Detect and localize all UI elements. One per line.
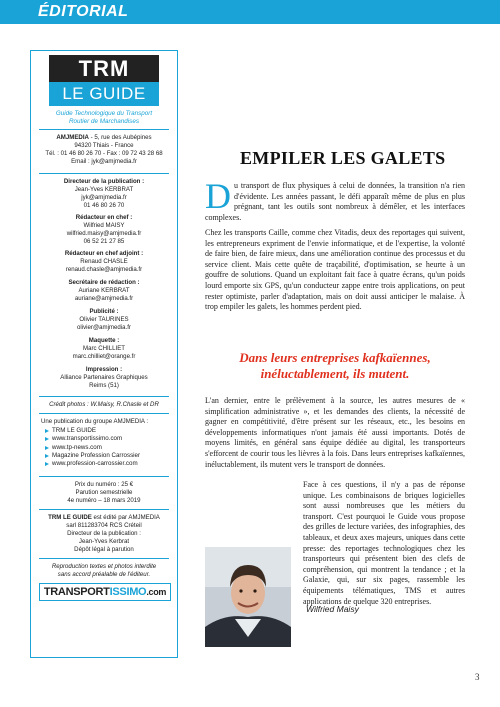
logo-bottom: LE GUIDE [49,82,159,106]
portrait-illustration [205,547,291,647]
tagline: Guide Technologique du Transport Routier de Marchandises [55,110,153,125]
pull-quote: Dans leurs entreprises kafkaïennes, inéluctablement, ils mutent. [239,350,431,381]
list-item: Magazine Profession Carrossier [45,452,175,460]
staff-layout: Maquette : Marc CHILLIET marc.chilliet@orange.fr [72,337,136,361]
staff-subeditor: Secrétaire de rédaction : Auriane KERBRAT auriane@amjmedia.fr [68,279,140,303]
divider [39,509,169,510]
section-title: ÉDITORIAL [38,3,129,20]
list-item: www.tp-news.com [45,444,175,452]
reproduction-notice: Reproduction textes et photos interdite sans accord préalable de l'éditeur. [51,563,157,579]
page-number: 3 [475,672,480,682]
author-signature: Wilfried Maisy [306,604,359,614]
pricing: Prix du numéro : 25 € Parution semestrielle 4e numéro – 18 mars 2019 [67,481,141,505]
list-item: www.profession-carrossier.com [45,460,175,468]
divider [39,173,169,174]
masthead-sidebar [30,50,178,658]
legal-notice: TRM LE GUIDE est édité par AMJMEDIA sarl 811283704 RCS Créteil Directeur de la publication : Jean-Yves Kerbrat Dépôt légal à parution [48,514,160,554]
divider [39,476,169,477]
article-title: EMPILER LES GALETS [240,148,446,168]
list-item: www.transportissimo.com [45,435,175,443]
staff-director: Directeur de la publication : Jean-Yves KERBRAT jyk@amjmedia.fr 01 46 80 26 70 [63,178,145,210]
article-paragraph-1: Du transport de flux physiques à celui de données, la transition n'a rien d'évidente. Les années passant, le défi apparaît même de plus en plus prégnant, tant les outils sont nombreux à démêler, et les interfaces complexes. [205,176,465,222]
divider [39,396,169,397]
photo-credit: Crédit photos : W.Maisy, R.Chasle et DR [49,401,159,408]
author-photo [205,547,291,647]
section-header-bar [0,0,500,24]
trm-le-guide-logo [49,55,159,107]
article-paragraph-4a: Face à ces questions, il n'y a pas de réponse unique. Les combinaisons de briques logicielles sont aussi nombreuses que les métiers du transport. C'est pourquoi le Guide vous propose des grilles de lecture variées, des infographies, des tableaux, et deux axes majeurs, uniques dans cette presse: des reportages technologiques chez les transporteurs qui présentent bien des clefs de compréhension, qui montrent la tendance ; et la Galaxie, qui, sur six pages, rassemble les équipements télématiques, TMS et autres applications de quelque 320 entreprises. [205,480,465,652]
divider [39,558,169,559]
article-paragraph-3: L'an dernier, entre le prélèvement à la source, les autres mesures de « simplification administrative », et les demandes des clients, la nécessité de gagner en compétitivité, d'être présent sur les réseaux, etc., les besoins en développements informatiques n'ont jamais été aussi importants. Dotés de moyens limités, en général sans équipe dédiée au digital, les transporteurs s'efforcent de courir tous les lièvres à la fois. Dans leurs entreprises kafkaïennes, inéluctablement, ils mutent vers le transport de données. [205,396,465,469]
staff-printing: Impression : Alliance Partenaires Graphiques Reims (51) [60,366,148,390]
staff-advertising: Publicité : Olivier TAURINES olivier@amjmedia.fr [77,308,131,332]
divider [39,413,169,414]
group-intro: Une publication du groupe AMJMEDIA : [41,418,149,425]
list-item: TRM LE GUIDE [45,427,175,435]
staff-editor-in-chief: Rédacteur en chef : Wilfried MAISY wilfried.maisy@amjmedia.fr 06 52 21 27 85 [66,214,142,246]
article-paragraph-2: Chez les transports Caille, comme chez Vitadis, deux des reportages qui suivent, les entrepreneurs expriment de l'envie informatique, et de l'expertise, la volonté de faire bien, de faire mieux, dans une amélioration continue des processus et du service client. Mais cette quête de traçabilité, d'optimisation, se heurte à un gouffre de solutions. Quand un exploitant fait face à quatre écrans, qu'un poids lourd emporte six GPS, qu'un conducteur zappe entre trois applications, on peut rester optimiste, parler d'adaptation, mais on doit aussi anticiper le malaise. À trop empiler les galets, les hommes perdent pied. [205,228,465,312]
logo-top: TRM [49,55,159,82]
group-list [45,427,175,468]
publisher-address: AMJMEDIA - 5, rue des Aubépines 94320 Thiais - France Tél. : 01 46 80 26 70 - Fax : 09 72 43 28 68 Email : jyk@amjmedia.fr [45,134,163,166]
divider [39,129,169,130]
drop-cap: D [205,176,231,216]
transportissimo-banner[interactable]: TRANSPORTISSIMO.com [39,583,171,601]
staff-deputy-editor: Rédacteur en chef adjoint : Renaud CHASLE renaud.chasle@amjmedia.fr [64,250,144,274]
